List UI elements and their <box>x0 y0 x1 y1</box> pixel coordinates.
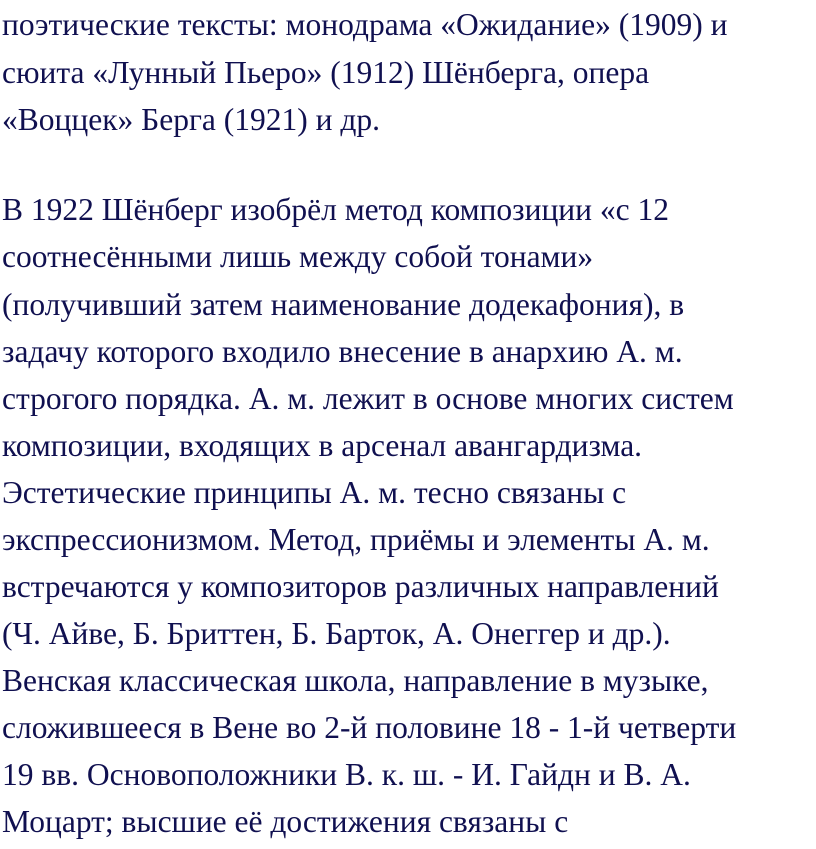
text-line: Эстетические принципы А. м. тесно связаны с <box>2 475 627 510</box>
text-line: сложившееся в Вене во 2-й половине 18 - 1-й четверти <box>2 710 737 745</box>
text-line: поэтические тексты: монодрама «Ожидание» (1909) и <box>2 7 728 42</box>
text-line: Венская классическая школа, направление в музыке, <box>2 663 709 698</box>
text-line: задачу которого входило внесение в анархию А. м. <box>2 334 683 369</box>
text-line: экспрессионизмом. Метод, приёмы и элементы А. м. <box>2 522 710 557</box>
text-line: (Ч. Айве, Б. Бриттен, Б. Барток, А. Онеггер и др.). <box>2 616 671 651</box>
text-line: (получивший затем наименование додекафония), в <box>2 287 685 322</box>
text-line: сюита «Лунный Пьеро» (1912) Шёнберга, опера <box>2 55 650 90</box>
text-line: строгого порядка. А. м. лежит в основе многих систем <box>2 381 734 416</box>
text-line: встречаются у композиторов различных направлений <box>2 569 719 604</box>
text-line: соотнесёнными лишь между собой тонами» <box>2 239 594 274</box>
text-line: «Воццек» Берга (1921) и др. <box>2 102 380 137</box>
text-line: Моцарт; высшие её достижения связаны с <box>2 804 569 839</box>
text-line: В 1922 Шёнберг изобрёл метод композиции «с 12 <box>2 192 669 227</box>
text-line: композиции, входящих в арсенал авангардизма. <box>2 428 643 463</box>
text-line: 19 вв. Основоположники В. к. ш. - И. Гайдн и В. А. <box>2 757 691 792</box>
